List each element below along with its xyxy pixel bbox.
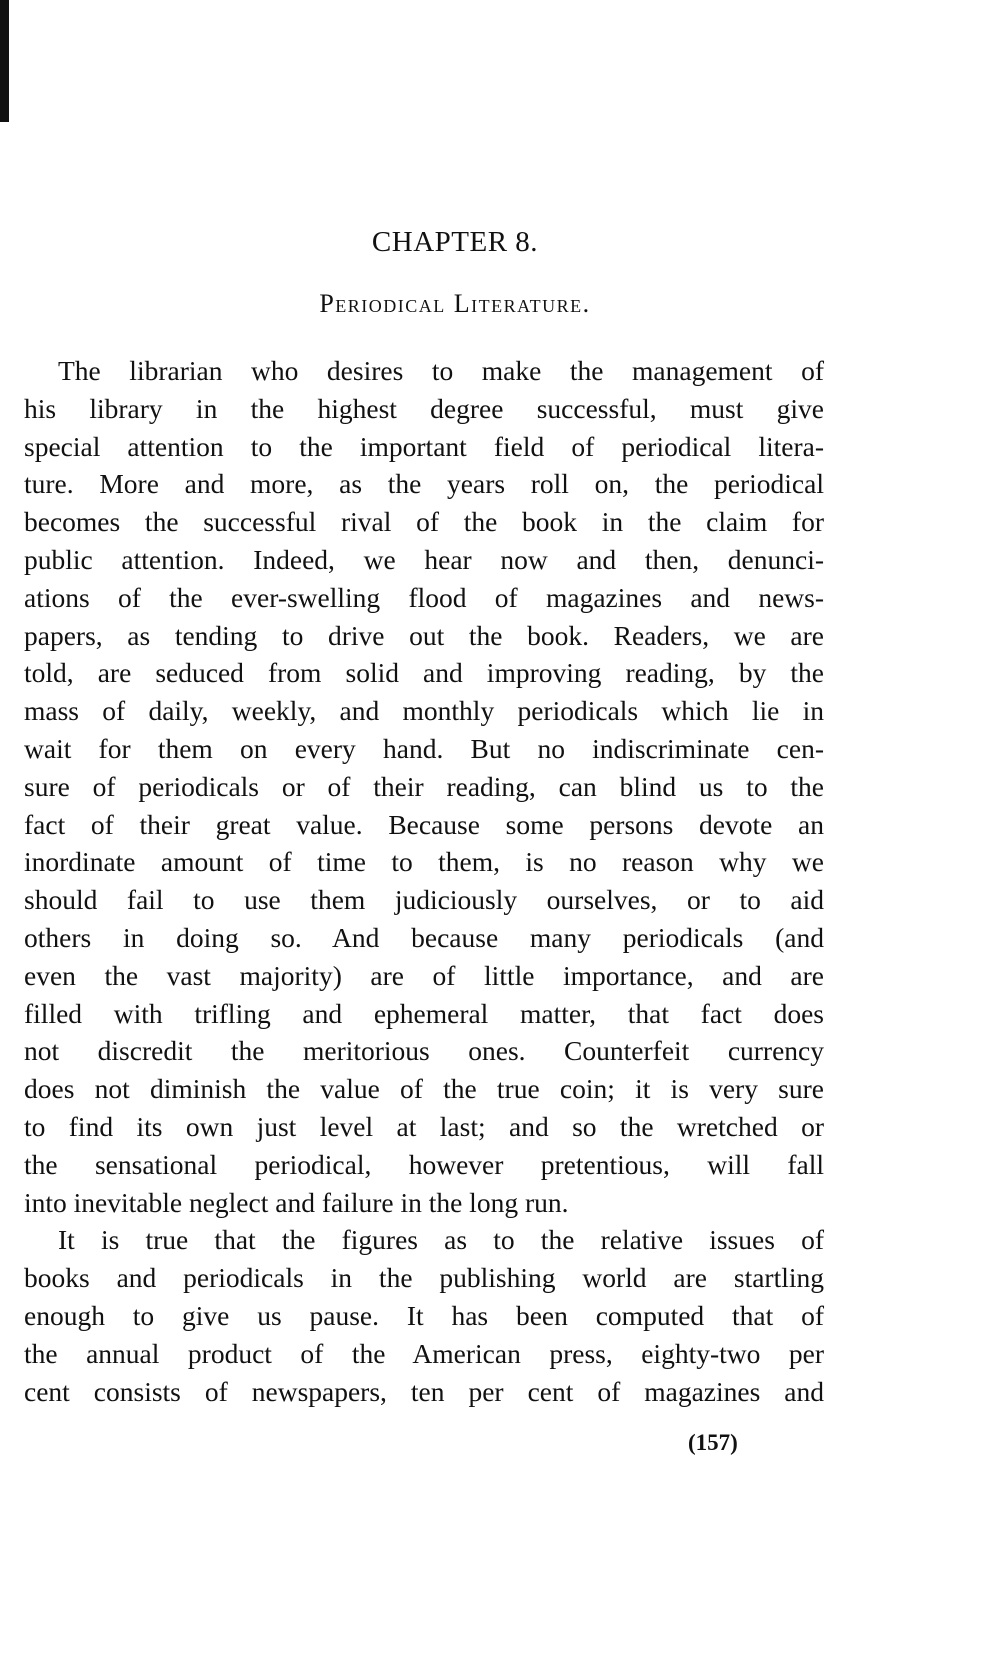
body-text	[24, 352, 824, 1410]
text-line: should fail to use them judiciously ourselves, or to aid	[24, 884, 824, 916]
text-line: the annual product of the American press, eighty-two per	[24, 1337, 824, 1369]
text-line: others in doing so. And because many periodicals (and	[24, 921, 824, 953]
text-line: books and periodicals in the publishing world are startling	[24, 1262, 824, 1294]
paragraph-1	[24, 352, 824, 1221]
text-line: cent consists of newspapers, ten per cent of magazines and	[24, 1375, 824, 1407]
text-line: special attention to the important field of periodical litera-	[24, 430, 824, 462]
text-line: does not diminish the value of the true coin; it is very sure	[24, 1073, 824, 1105]
text-line: The librarian who desires to make the management of	[58, 355, 824, 386]
text-line: sure of periodicals or of their reading, can blind us to the	[24, 770, 824, 802]
text-line: told, are seduced from solid and improving reading, by the	[24, 657, 824, 689]
text-line: wait for them on every hand. But no indiscriminate cen-	[24, 732, 824, 764]
text-line: not discredit the meritorious ones. Counterfeit currency	[24, 1035, 824, 1067]
text-line: papers, as tending to drive out the book. Readers, we are	[24, 619, 824, 651]
text-line: filled with trifling and ephemeral matter, that fact does	[24, 997, 824, 1029]
text-line: fact of their great value. Because some persons devote an	[24, 808, 824, 840]
page-edge-mark	[0, 0, 9, 122]
text-line: the sensational periodical, however pretentious, will fall	[24, 1148, 824, 1180]
section-title: Periodical Literature.	[319, 289, 591, 318]
text-line: mass of daily, weekly, and monthly periodicals which lie in	[24, 695, 824, 727]
text-line: to find its own just level at last; and so the wretched or	[24, 1110, 824, 1142]
text-line: into inevitable neglect and failure in the long run.	[24, 1186, 569, 1218]
text-line: inordinate amount of time to them, is no reason why we	[24, 846, 824, 878]
page-number: (157)	[688, 1430, 738, 1455]
text-line: ture. More and more, as the years roll on, the periodical	[24, 468, 824, 500]
text-line: his library in the highest degree successful, must give	[24, 392, 824, 424]
chapter-heading: CHAPTER 8.	[371, 226, 539, 258]
text-line: ations of the ever-swelling flood of magazines and news-	[24, 581, 824, 613]
text-line: becomes the successful rival of the book in the claim for	[24, 506, 824, 538]
text-line: enough to give us pause. It has been computed that of	[24, 1299, 824, 1331]
paragraph-2	[24, 1221, 824, 1410]
text-line: even the vast majority) are of little importance, and are	[24, 959, 824, 991]
text-line: It is true that the figures as to the relative issues of	[58, 1224, 824, 1256]
text-line: public attention. Indeed, we hear now and then, denunci-	[24, 543, 824, 575]
